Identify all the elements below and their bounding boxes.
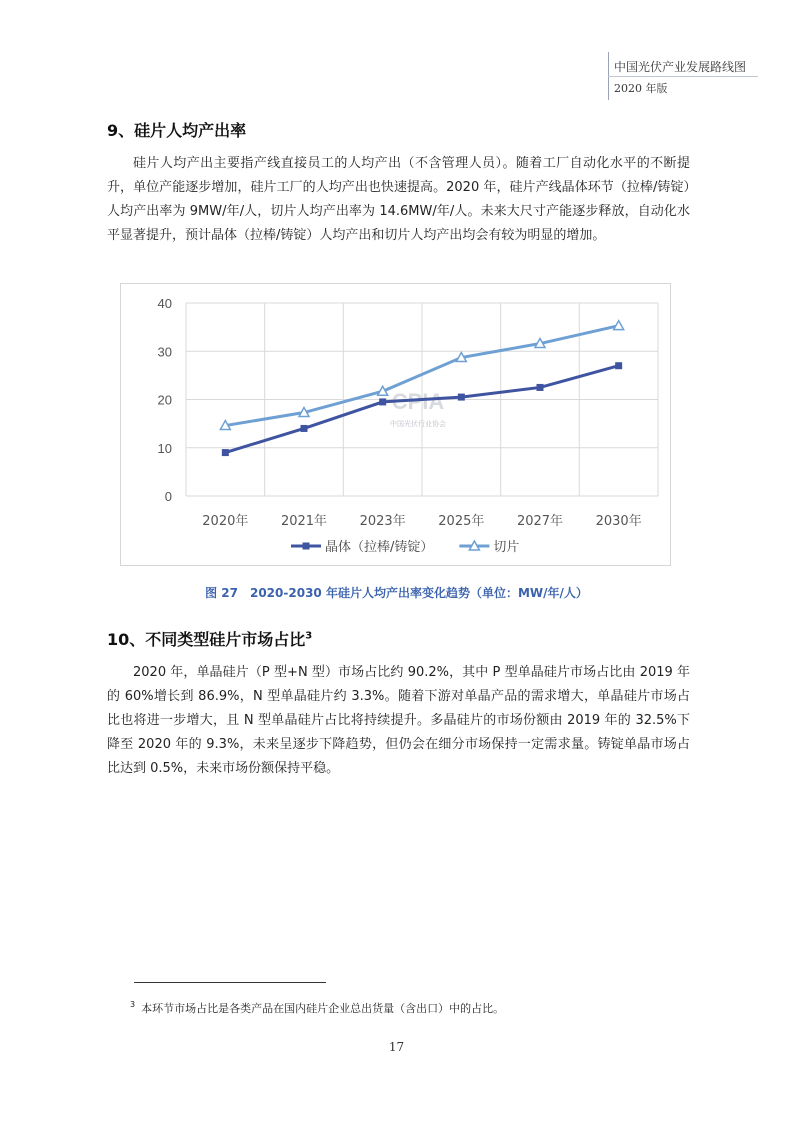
section-9-body (107, 152, 690, 248)
footnote-text: 本环节市场占比是各类产品在国内硅片企业总出货量（含出口）中的占比。 (141, 1002, 505, 1015)
y-tick-label: 40 (157, 296, 172, 311)
running-header-title: 中国光伏产业发展路线图 (614, 60, 747, 74)
footnote-separator (134, 982, 326, 983)
legend-label-1: 切片 (493, 540, 520, 555)
data-point-0 (222, 449, 229, 456)
footnote (130, 1000, 504, 1016)
figure-caption: 图 27 2020-2030 年硅片人均产出率变化趋势（单位：MW/年/人） (205, 586, 588, 600)
watermark-subtitle: 中国光伏行业协会 (390, 420, 446, 428)
x-tick-label: 2023年 (359, 514, 406, 529)
y-tick-label: 30 (157, 344, 172, 360)
section-10-heading (107, 627, 312, 650)
data-point-0 (301, 425, 308, 432)
x-tick-label: 2025年 (438, 514, 485, 529)
section-10-heading-text: 10、不同类型硅片市场占比 (107, 630, 306, 649)
footnote-ref[interactable]: 3 (305, 630, 313, 642)
data-point-0 (537, 384, 544, 391)
x-tick-label: 2030年 (595, 514, 642, 529)
x-tick-label: 2027年 (516, 514, 564, 529)
x-tick-label: 2021年 (280, 514, 328, 529)
section-9-paragraph: 硅片人均产出主要指产线直接员工的人均产出（不含管理人员）。随着工厂自动化水平的不断提升，单位产能逐步增加，硅片工厂的人均产出也快速提高。2020 年，硅片产线晶体环节（拉棒/铸锭）人均产出率为 9MW/年/人，切片人均产出率为 14.6MW/年/人。未来大尺寸产能逐步释放，自动化水平显著提升，预计晶体（拉棒/铸锭）人均产出和切片人均产出均会有较为明显的增加。 (107, 156, 690, 243)
chart-container (120, 283, 671, 566)
section-9-heading: 9、硅片人均产出率 (107, 121, 247, 140)
page-number: 17 (388, 1040, 405, 1054)
section-10-paragraph: 2020 年，单晶硅片（P 型+N 型）市场占比约 90.2%，其中 P 型单晶硅片市场占比由 2019 年的 60%增长到 86.9%，N 型单晶硅片约 3.3%。随着下游对单晶产品的需求增大，单晶硅片市场占比也将进一步增大，且 N 型单晶硅片占比将持续提升。多晶硅片的市场份额由 2019 年的 32.5%下降至 2020 年的 9.3%，未来呈逐步下降趋势，但仍会在细分市场保持一定需求量。铸锭单晶市场占比达到 0.5%，未来市场份额保持平稳。 (107, 665, 690, 776)
data-point-0 (615, 362, 622, 369)
header-underline (608, 76, 758, 77)
legend-marker-0 (303, 543, 310, 550)
watermark-logo: CPIA (391, 389, 445, 414)
footnote-mark: 3 (130, 1000, 136, 1010)
y-tick-label: 0 (164, 489, 172, 504)
x-tick-label: 2020年 (202, 514, 249, 529)
y-tick-label: 10 (157, 440, 172, 456)
running-header-edition: 2020 年版 (614, 82, 668, 95)
data-point-0 (458, 394, 465, 401)
line-chart (121, 284, 672, 567)
y-tick-label: 20 (157, 392, 172, 408)
section-10-body (107, 661, 690, 781)
data-point-0 (379, 398, 386, 405)
legend-label-0: 晶体（拉棒/铸锭） (325, 540, 434, 555)
